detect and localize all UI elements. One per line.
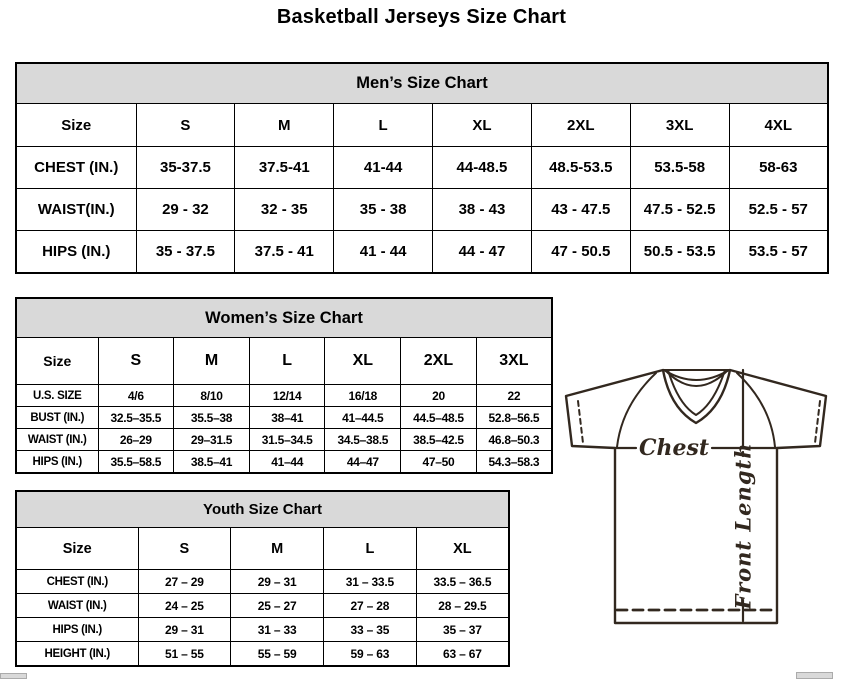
table-cell: 35.5–38 xyxy=(174,407,250,429)
table-header-row xyxy=(16,63,828,104)
youth-size-chart-table xyxy=(15,490,510,667)
size-label: Size xyxy=(16,338,98,385)
table-cell: 27 – 29 xyxy=(138,570,231,594)
table-cell: 54.3–58.3 xyxy=(476,451,552,474)
chest-label: Chest xyxy=(638,435,710,461)
table-cell: 58-63 xyxy=(729,147,828,189)
table-row xyxy=(16,147,828,189)
table-cell: 41–44.5 xyxy=(325,407,401,429)
table-cell: 38–41 xyxy=(249,407,325,429)
table-cell: 53.5-58 xyxy=(630,147,729,189)
table-cell: 38 - 43 xyxy=(433,189,532,231)
table-header-row xyxy=(16,491,509,528)
mens-size-chart-table xyxy=(15,62,829,274)
row-label-waist: WAIST (IN.) xyxy=(16,594,138,618)
table-cell: 55 – 59 xyxy=(231,642,324,667)
table-cell: 47.5 - 52.5 xyxy=(630,189,729,231)
size-col-s: S xyxy=(138,528,231,570)
table-cell: 38.5–41 xyxy=(174,451,250,474)
table-row xyxy=(16,385,552,407)
table-cell: 8/10 xyxy=(174,385,250,407)
table-header-row xyxy=(16,298,552,338)
womens-chart-title: Women’s Size Chart xyxy=(16,298,552,338)
jersey-measurement-diagram xyxy=(556,360,842,676)
table-cell: 37.5-41 xyxy=(235,147,334,189)
row-label-waist: WAIST(IN.) xyxy=(16,189,136,231)
youth-chart-title: Youth Size Chart xyxy=(16,491,509,528)
size-col-m: M xyxy=(231,528,324,570)
size-header-row xyxy=(16,338,552,385)
table-cell: 26–29 xyxy=(98,429,174,451)
table-row xyxy=(16,231,828,274)
table-row xyxy=(16,642,509,667)
table-row xyxy=(16,189,828,231)
table-cell: 29 – 31 xyxy=(231,570,324,594)
size-label: Size xyxy=(16,104,136,147)
table-cell: 29 – 31 xyxy=(138,618,231,642)
h-scrollbar-fragment-right[interactable] xyxy=(796,672,833,679)
table-cell: 29 - 32 xyxy=(136,189,235,231)
table-row xyxy=(16,451,552,474)
table-cell: 38.5–42.5 xyxy=(401,429,477,451)
table-cell: 35 – 37 xyxy=(416,618,509,642)
table-row xyxy=(16,429,552,451)
table-cell: 35-37.5 xyxy=(136,147,235,189)
h-scrollbar-fragment-left[interactable] xyxy=(0,673,27,679)
size-col-xl: XL xyxy=(433,104,532,147)
table-cell: 33 – 35 xyxy=(324,618,417,642)
table-cell: 46.8–50.3 xyxy=(476,429,552,451)
table-cell: 31.5–34.5 xyxy=(249,429,325,451)
table-cell: 27 – 28 xyxy=(324,594,417,618)
size-col-2xl: 2XL xyxy=(531,104,630,147)
table-cell: 20 xyxy=(401,385,477,407)
row-label-bust: BUST (IN.) xyxy=(16,407,98,429)
table-cell: 52.5 - 57 xyxy=(729,189,828,231)
table-cell: 29–31.5 xyxy=(174,429,250,451)
table-cell: 35.5–58.5 xyxy=(98,451,174,474)
size-col-s: S xyxy=(136,104,235,147)
table-row xyxy=(16,407,552,429)
table-cell: 24 – 25 xyxy=(138,594,231,618)
row-label-chest: CHEST (IN.) xyxy=(16,147,136,189)
size-col-xl: XL xyxy=(325,338,401,385)
table-cell: 51 – 55 xyxy=(138,642,231,667)
table-cell: 43 - 47.5 xyxy=(531,189,630,231)
table-cell: 25 – 27 xyxy=(231,594,324,618)
size-label: Size xyxy=(16,528,138,570)
row-label-hips: HIPS (IN.) xyxy=(16,231,136,274)
row-label-us-size: U.S. SIZE xyxy=(16,385,98,407)
table-cell: 4/6 xyxy=(98,385,174,407)
size-col-3xl: 3XL xyxy=(630,104,729,147)
table-cell: 28 – 29.5 xyxy=(416,594,509,618)
table-cell: 22 xyxy=(476,385,552,407)
womens-size-chart-table xyxy=(15,297,553,474)
table-cell: 63 – 67 xyxy=(416,642,509,667)
table-cell: 59 – 63 xyxy=(324,642,417,667)
size-col-m: M xyxy=(174,338,250,385)
table-cell: 16/18 xyxy=(325,385,401,407)
table-row xyxy=(16,594,509,618)
row-label-height: HEIGHT (IN.) xyxy=(16,642,138,667)
table-cell: 41 - 44 xyxy=(334,231,433,274)
size-col-s: S xyxy=(98,338,174,385)
table-cell: 34.5–38.5 xyxy=(325,429,401,451)
size-col-l: L xyxy=(324,528,417,570)
table-cell: 41–44 xyxy=(249,451,325,474)
right-cuff-dashed-line xyxy=(815,401,820,443)
table-cell: 53.5 - 57 xyxy=(729,231,828,274)
table-cell: 32 - 35 xyxy=(235,189,334,231)
row-label-hips: HIPS (IN.) xyxy=(16,618,138,642)
table-cell: 44 - 47 xyxy=(433,231,532,274)
left-cuff-dashed-line xyxy=(578,401,583,443)
table-cell: 31 – 33.5 xyxy=(324,570,417,594)
table-cell: 35 - 37.5 xyxy=(136,231,235,274)
table-cell: 47 - 50.5 xyxy=(531,231,630,274)
row-label-chest: CHEST (IN.) xyxy=(16,570,138,594)
table-cell: 52.8–56.5 xyxy=(476,407,552,429)
size-header-row xyxy=(16,104,828,147)
size-col-xl: XL xyxy=(416,528,509,570)
front-length-label: Front Length xyxy=(730,442,756,610)
jersey-outline-icon xyxy=(556,360,842,676)
size-header-row xyxy=(16,528,509,570)
table-cell: 12/14 xyxy=(249,385,325,407)
size-col-3xl: 3XL xyxy=(476,338,552,385)
page-title: Basketball Jerseys Size Chart xyxy=(276,6,567,28)
table-cell: 35 - 38 xyxy=(334,189,433,231)
table-cell: 33.5 – 36.5 xyxy=(416,570,509,594)
table-cell: 31 – 33 xyxy=(231,618,324,642)
table-cell: 37.5 - 41 xyxy=(235,231,334,274)
row-label-hips: HIPS (IN.) xyxy=(16,451,98,474)
row-label-waist: WAIST (IN.) xyxy=(16,429,98,451)
table-cell: 50.5 - 53.5 xyxy=(630,231,729,274)
mens-chart-title: Men’s Size Chart xyxy=(16,63,828,104)
table-cell: 44.5–48.5 xyxy=(401,407,477,429)
table-cell: 48.5-53.5 xyxy=(531,147,630,189)
size-col-l: L xyxy=(249,338,325,385)
table-cell: 44-48.5 xyxy=(433,147,532,189)
size-col-m: M xyxy=(235,104,334,147)
table-cell: 41-44 xyxy=(334,147,433,189)
table-cell: 47–50 xyxy=(401,451,477,474)
table-cell: 44–47 xyxy=(325,451,401,474)
table-cell: 32.5–35.5 xyxy=(98,407,174,429)
size-col-l: L xyxy=(334,104,433,147)
size-col-4xl: 4XL xyxy=(729,104,828,147)
table-row xyxy=(16,570,509,594)
table-row xyxy=(16,618,509,642)
size-col-2xl: 2XL xyxy=(401,338,477,385)
